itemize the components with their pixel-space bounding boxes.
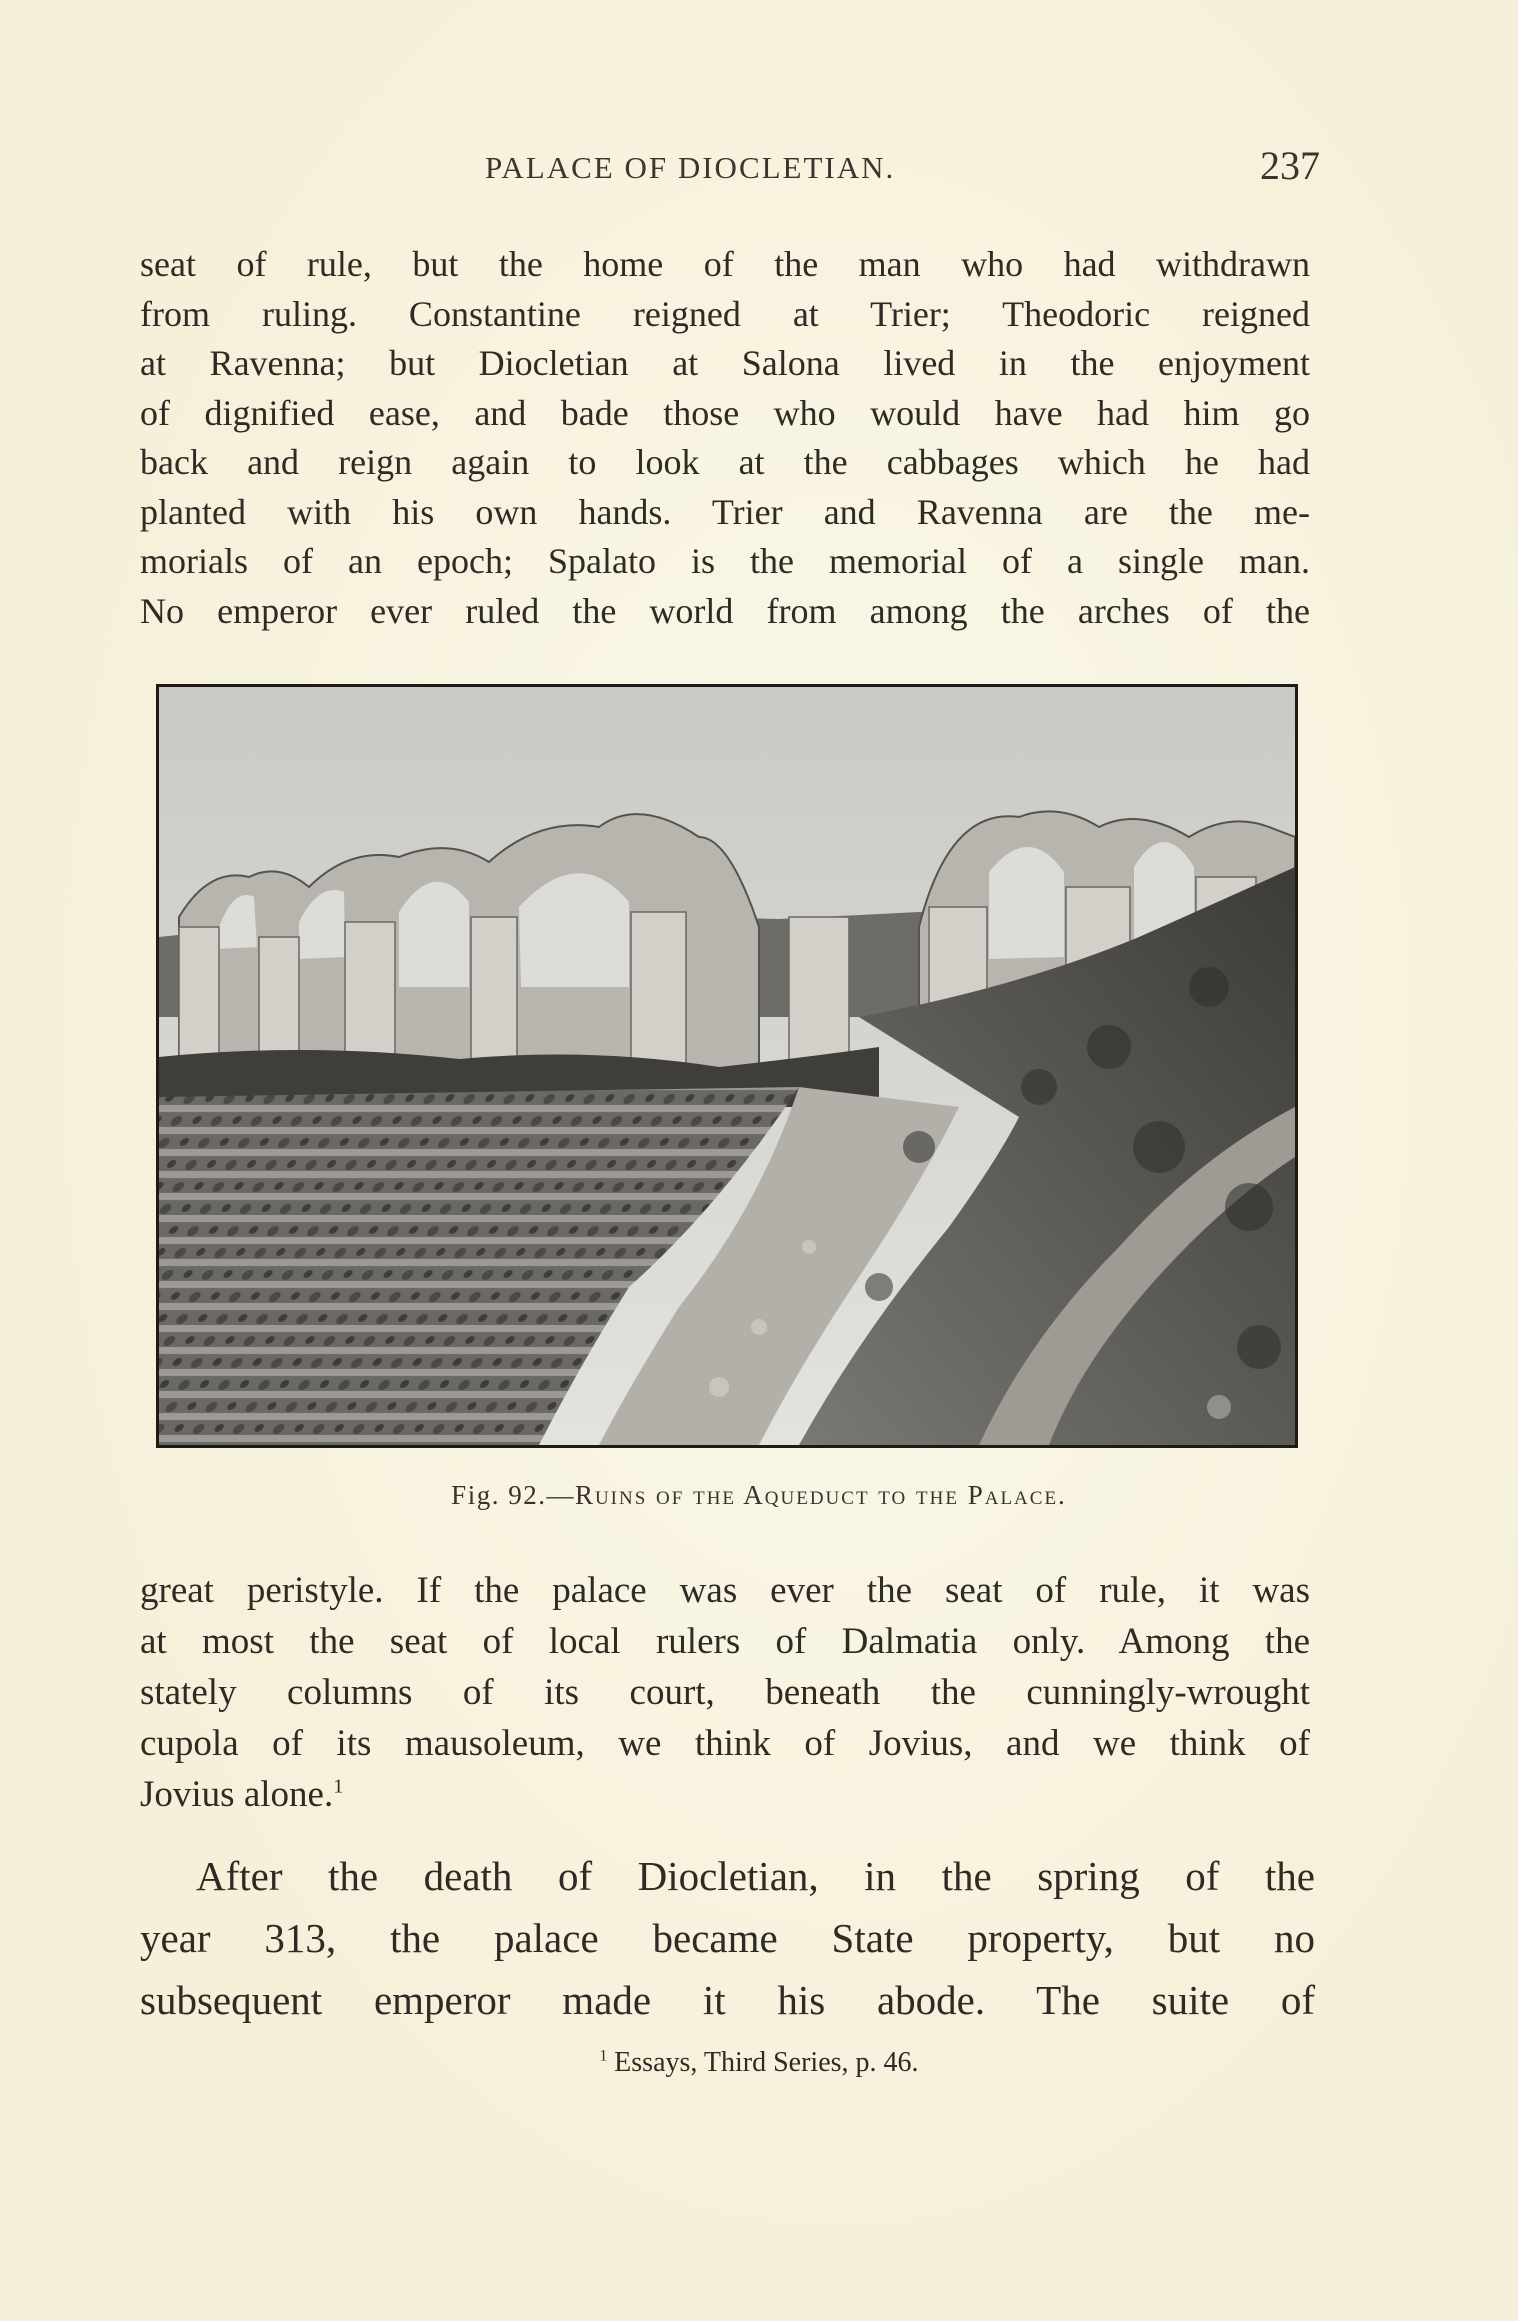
text-line: After the death of Diocletian, in the spring of the <box>196 1853 1315 1899</box>
aqueduct-photograph <box>156 684 1298 1448</box>
text-line: stately columns of its court, beneath the cunningly-wrought <box>140 1672 1310 1713</box>
text-line: at most the seat of local rulers of Dalmatia only. Among the <box>140 1621 1310 1662</box>
text-line: from ruling. Constantine reigned at Trier; Theodoric reigned <box>140 293 1310 334</box>
page-number: 237 <box>1260 143 1320 188</box>
text-line: of dignified ease, and bade those who would have had him go <box>140 392 1310 433</box>
text-line: No emperor ever ruled the world from among the arches of the <box>140 590 1310 631</box>
last-line-text: Jovius alone. <box>140 1774 334 1815</box>
running-title: PALACE OF DIOCLETIAN. <box>485 150 896 185</box>
paragraph-middle <box>140 1565 1310 1820</box>
figure-label: Fig. 92.— <box>451 1480 575 1510</box>
footnote-text: Essays, Third Series, p. 46. <box>614 2047 919 2078</box>
text-line: subsequent emperor made it his abode. The suite of <box>140 1977 1315 2023</box>
text-line-last <box>140 1769 1310 1820</box>
text-line: back and reign again to look at the cabbages which he had <box>140 442 1310 482</box>
paragraph-bottom <box>140 1845 1315 2031</box>
footnote-reference[interactable]: 1 <box>333 1775 344 1798</box>
text-line: seat of rule, but the home of the man who had withdrawn <box>140 244 1310 284</box>
running-head <box>140 143 1320 200</box>
text-line: morials of an epoch; Spalato is the memorial of a single man. <box>140 541 1310 581</box>
text-line: year 313, the palace became State property, but no <box>140 1915 1315 1961</box>
text-line: great peristyle. If the palace was ever the seat of rule, it was <box>140 1570 1310 1611</box>
text-line: at Ravenna; but Diocletian at Salona lived in the enjoyment <box>140 343 1310 383</box>
figure-caption <box>0 1480 1518 1511</box>
paragraph-top <box>140 240 1310 636</box>
text-line: cupola of its mausoleum, we think of Jovius, and we think of <box>140 1723 1310 1764</box>
figure-caption-text: Ruins of the Aqueduct to the Palace. <box>574 1480 1067 1510</box>
footnote <box>0 2047 1518 2079</box>
footnote-marker: 1 <box>599 2047 608 2065</box>
text-line: planted with his own hands. Trier and Ravenna are the me- <box>140 491 1310 532</box>
